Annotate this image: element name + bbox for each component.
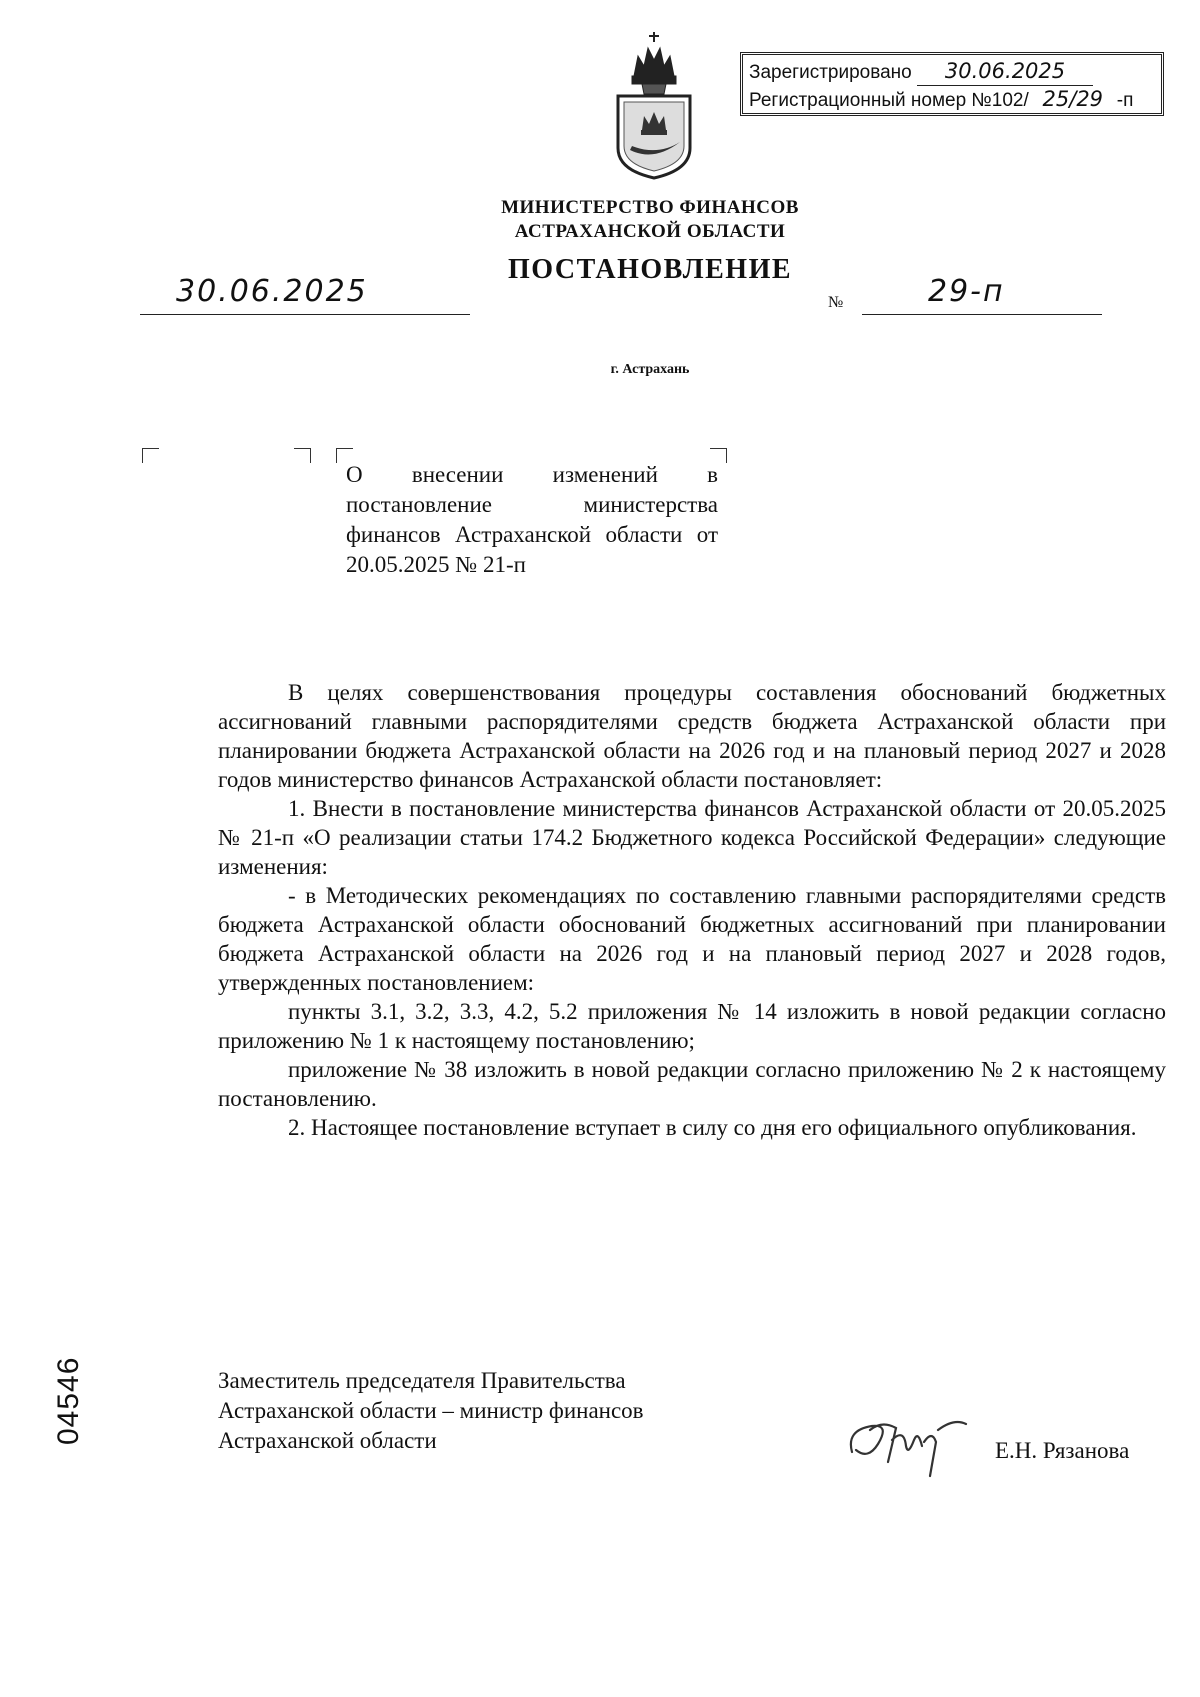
body-paragraph-amendment: - в Методических рекомендациях по составлению главными распорядителями средств бюджета Астраханской области обоснований бюджетных ассигнований при планировании бюджета Астраханской области на 2026 год и на плановый период 2027 и 2028 годов, утвержденных постановлением: bbox=[218, 883, 1166, 995]
ministry-line-1: МИНИСТЕРСТВО ФИНАНСОВ bbox=[501, 197, 799, 218]
side-number-text: 04546 bbox=[52, 1356, 85, 1445]
document-number-label: № bbox=[828, 294, 844, 311]
side-registration-number bbox=[52, 1335, 92, 1445]
bracket-top-left bbox=[142, 448, 159, 463]
stamp-registered-label: Зарегистрировано bbox=[749, 62, 912, 83]
body-paragraph-points: пункты 3.1, 3.2, 3.3, 4.2, 5.2 приложения № 14 изложить в новой редакции согласно приложению № 1 к настоящему постановлению; bbox=[218, 999, 1166, 1053]
signer-title-line-2: Астраханской области – министр финансов bbox=[218, 1398, 644, 1423]
document-date-field bbox=[140, 272, 470, 315]
document-city: г. Астрахань bbox=[610, 362, 690, 377]
body-paragraph-item-2: 2. Настоящее постановление вступает в силу со дня его официального опубликования. bbox=[288, 1115, 1137, 1140]
document-subject: О внесении изменений в постановление министерства финансов Астраханской области от 20.05.2025 № 21-п bbox=[346, 462, 718, 577]
signer-title-line-3: Астраханской области bbox=[218, 1428, 437, 1453]
stamp-reg-number-value: 25/29 bbox=[1029, 86, 1117, 114]
stamp-reg-number-suffix: -п bbox=[1116, 90, 1134, 111]
document-type: ПОСТАНОВЛЕНИЕ bbox=[507, 254, 793, 285]
document-number: 29-п bbox=[928, 274, 1005, 309]
body-paragraph-item-1: 1. Внести в постановление министерства финансов Астраханской области от 20.05.2025 № 21-п «О реализации статьи 174.2 Бюджетного кодекса Российской Федерации» следующие изменения: bbox=[218, 796, 1166, 879]
stamp-reg-number-label: Регистрационный номер №102/ bbox=[749, 90, 1029, 111]
document-date: 30.06.2025 bbox=[176, 274, 368, 309]
bracket-top-right bbox=[294, 448, 311, 463]
document-number-field bbox=[862, 272, 1102, 315]
ministry-name bbox=[380, 196, 920, 244]
signer-title bbox=[218, 1366, 778, 1456]
signer-name: Е.Н. Рязанова bbox=[995, 1438, 1130, 1463]
stamp-registered-date: 30.06.2025 bbox=[917, 58, 1093, 86]
ministry-line-2: АСТРАХАНСКОЙ ОБЛАСТИ bbox=[514, 221, 786, 242]
registration-stamp bbox=[740, 52, 1164, 116]
coat-of-arms-emblem bbox=[612, 30, 696, 180]
body-paragraph-preamble: В целях совершенствования процедуры составления обоснований бюджетных ассигнований главными распорядителями средств бюджета Астраханской области при планировании бюджета Астраханской области на 2026 год и на плановый период 2027 и 2028 годов министерство финансов Астраханской области постановляет: bbox=[218, 680, 1166, 792]
document-body bbox=[218, 678, 1166, 1142]
body-paragraph-appendix: приложение № 38 изложить в новой редакции согласно приложению № 2 к настоящему постановлению. bbox=[218, 1057, 1166, 1111]
signer-title-line-1: Заместитель председателя Правительства bbox=[218, 1368, 626, 1393]
handwritten-signature bbox=[842, 1400, 972, 1480]
